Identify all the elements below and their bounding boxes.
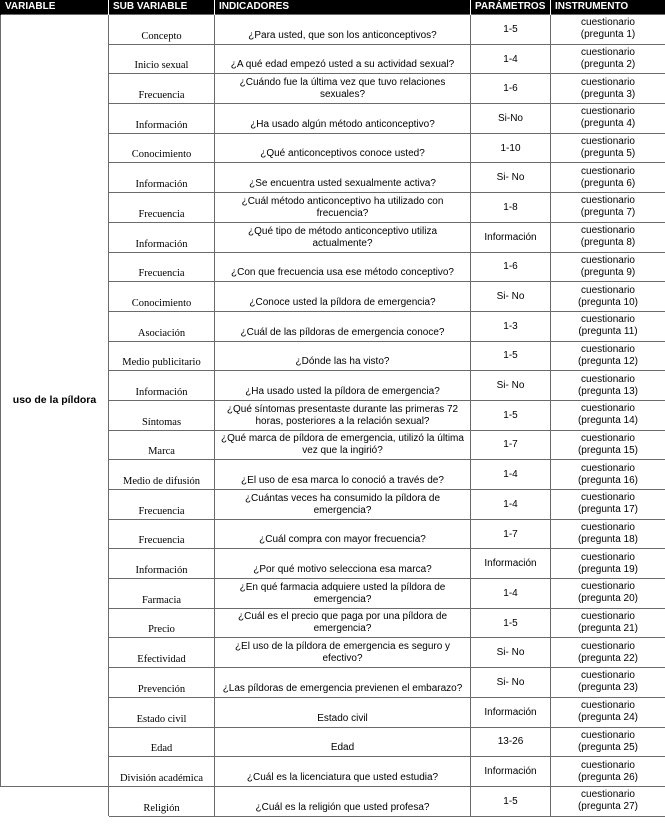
instrumento-cell: [551, 163, 665, 193]
instrumento-label: cuestionario: [581, 670, 635, 682]
instrumento-label: cuestionario: [581, 284, 635, 296]
parametro-cell: 1-5: [471, 341, 551, 371]
instrumento-cell: [551, 608, 665, 638]
sub-variable-cell: Frecuencia: [109, 519, 215, 549]
indicador-cell: Edad: [215, 727, 471, 757]
sub-variable-cell: División académica: [109, 757, 215, 787]
indicador-cell: ¿El uso de la píldora de emergencia es seguro y efectivo?: [215, 638, 471, 668]
indicador-cell: ¿Conoce usted la píldora de emergencia?: [215, 282, 471, 312]
indicador-cell: ¿Qué tipo de método anticonceptivo utiliza actualmente?: [215, 222, 471, 252]
sub-variable-cell: Medio publicitario: [109, 341, 215, 371]
instrumento-question: (pregunta 3): [580, 88, 636, 100]
sub-variable-cell: Conocimiento: [109, 282, 215, 312]
instrumento-cell: [551, 786, 665, 816]
parametro-cell: Información: [471, 697, 551, 727]
instrumento-cell: [551, 430, 665, 460]
instrumento-question: (pregunta 13): [577, 385, 639, 397]
instrumento-question: (pregunta 18): [577, 534, 639, 546]
indicador-cell: ¿Cuál de las píldoras de emergencia conoce?: [215, 311, 471, 341]
instrumento-label: cuestionario: [581, 462, 635, 474]
instrumento-question: (pregunta 17): [577, 504, 639, 516]
instrumento-label: cuestionario: [581, 195, 635, 207]
instrumento-question: (pregunta 11): [578, 326, 638, 338]
indicador-cell: ¿Cuándo fue la última vez que tuvo relaciones sexuales?: [215, 74, 471, 104]
instrumento-question: (pregunta 2): [580, 59, 636, 71]
indicador-cell: ¿Para usted, que son los anticonceptivos?: [215, 15, 471, 45]
instrumento-question: (pregunta 16): [577, 474, 639, 486]
parametro-cell: Si-No: [471, 104, 551, 134]
indicador-cell: ¿Cuál método anticonceptivo ha utilizado con frecuencia?: [215, 193, 471, 223]
sub-variable-cell: Farmacia: [109, 579, 215, 609]
indicador-cell: ¿A qué edad empezó usted a su actividad sexual?: [215, 44, 471, 74]
table-header: [1, 0, 665, 15]
instrumento-label: cuestionario: [581, 17, 635, 29]
indicador-cell: ¿Qué síntomas presentaste durante las primeras 72 horas, posteriores a la relación sexual?: [215, 400, 471, 430]
indicador-cell: ¿Cuál compra con mayor frecuencia?: [215, 519, 471, 549]
indicador-cell: ¿Se encuentra usted sexualmente activa?: [215, 163, 471, 193]
instrumento-cell: [551, 549, 665, 579]
indicador-cell: Estado civil: [215, 697, 471, 727]
instrumento-label: cuestionario: [581, 403, 635, 415]
parametro-cell: 1-7: [471, 519, 551, 549]
instrumento-question: (pregunta 5): [580, 148, 636, 160]
instrumento-label: cuestionario: [581, 522, 635, 534]
instrumento-cell: [551, 341, 665, 371]
instrumento-cell: [551, 193, 665, 223]
sub-variable-cell: Frecuencia: [109, 252, 215, 282]
table-row: [1, 786, 665, 816]
parametro-cell: 1-4: [471, 44, 551, 74]
instrumento-question: (pregunta 15): [577, 444, 639, 456]
instrumento-cell: [551, 371, 665, 401]
indicador-cell: ¿Cuál es la religión que usted profesa?: [215, 786, 471, 816]
instrumento-label: cuestionario: [581, 106, 635, 118]
parametro-cell: 1-5: [471, 15, 551, 45]
sub-variable-cell: Síntomas: [109, 400, 215, 430]
instrumento-cell: [551, 222, 665, 252]
instrumento-cell: [551, 400, 665, 430]
parametro-cell: Si- No: [471, 282, 551, 312]
sub-variable-cell: Información: [109, 371, 215, 401]
instrumento-label: cuestionario: [581, 225, 635, 237]
instrumento-label: cuestionario: [581, 611, 635, 623]
header-indicadores: INDICADORES: [215, 0, 471, 15]
parametro-cell: Información: [471, 549, 551, 579]
parametro-cell: Si- No: [471, 668, 551, 698]
header-sub-variable: SUB VARIABLE: [109, 0, 215, 15]
instrumento-question: (pregunta 4): [580, 118, 636, 130]
sub-variable-cell: Información: [109, 163, 215, 193]
instrumento-label: cuestionario: [581, 432, 635, 444]
instrumento-question: (pregunta 10): [577, 296, 639, 308]
indicador-cell: ¿Cuántas veces ha consumido la píldora de emergencia?: [215, 490, 471, 520]
instrumento-question: (pregunta 12): [577, 355, 639, 367]
instrumento-label: cuestionario: [581, 165, 635, 177]
header-instrumento: INSTRUMENTO: [551, 0, 665, 15]
header-row: [1, 0, 665, 15]
sub-variable-cell: Asociación: [109, 311, 215, 341]
instrumento-cell: [551, 727, 665, 757]
instrumento-label: cuestionario: [581, 551, 635, 563]
indicador-cell: ¿Con que frecuencia usa ese método conceptivo?: [215, 252, 471, 282]
parametro-cell: 1-8: [471, 193, 551, 223]
parametro-cell: 13-26: [471, 727, 551, 757]
parametro-cell: 1-5: [471, 400, 551, 430]
parametro-cell: Si- No: [471, 371, 551, 401]
instrumento-question: (pregunta 1): [580, 29, 636, 41]
parametro-cell: 1-6: [471, 252, 551, 282]
table-body: [1, 15, 665, 817]
indicador-cell: ¿Las píldoras de emergencia previenen el embarazo?: [215, 668, 471, 698]
parametro-cell: Información: [471, 222, 551, 252]
header-variable: VARIABLE: [1, 0, 109, 15]
instrumento-question: (pregunta 26): [577, 771, 639, 783]
instrumento-question: (pregunta 25): [577, 741, 639, 753]
instrumento-cell: [551, 252, 665, 282]
instrumento-cell: [551, 282, 665, 312]
instrumento-label: cuestionario: [581, 581, 635, 593]
instrumento-label: cuestionario: [581, 343, 635, 355]
instrumento-label: cuestionario: [581, 136, 635, 148]
instrumento-label: cuestionario: [581, 789, 635, 801]
sub-variable-cell: Marca: [109, 430, 215, 460]
sub-variable-cell: Información: [109, 222, 215, 252]
instrumento-cell: [551, 697, 665, 727]
parametro-cell: 1-5: [471, 786, 551, 816]
instrumento-question: (pregunta 8): [580, 237, 636, 249]
sub-variable-cell: Inicio sexual: [109, 44, 215, 74]
instrumento-question: (pregunta 20): [577, 593, 639, 605]
sub-variable-cell: Frecuencia: [109, 74, 215, 104]
instrumento-question: (pregunta 27): [577, 801, 639, 813]
sub-variable-cell: Concepto: [109, 15, 215, 45]
instrumento-cell: [551, 44, 665, 74]
instrumento-cell: [551, 668, 665, 698]
instrumento-question: (pregunta 6): [580, 177, 636, 189]
parametro-cell: Información: [471, 757, 551, 787]
parametro-cell: 1-3: [471, 311, 551, 341]
instrumento-question: (pregunta 19): [577, 563, 639, 575]
sub-variable-cell: Frecuencia: [109, 193, 215, 223]
instrumento-cell: [551, 490, 665, 520]
instrumento-label: cuestionario: [581, 759, 635, 771]
instrumento-question: (pregunta 24): [577, 712, 639, 724]
parametro-cell: 1-4: [471, 460, 551, 490]
indicador-cell: ¿Qué marca de píldora de emergencia, utilizó la última vez que la ingirió?: [215, 430, 471, 460]
parametro-cell: 1-4: [471, 490, 551, 520]
instrumento-question: (pregunta 21): [577, 623, 639, 635]
instrumento-question: (pregunta 7): [580, 207, 636, 219]
instrumento-cell: [551, 638, 665, 668]
instrumento-label: cuestionario: [581, 314, 635, 326]
instrumento-cell: [551, 74, 665, 104]
instrumento-label: cuestionario: [581, 492, 635, 504]
instrumento-label: cuestionario: [581, 76, 635, 88]
instrumento-cell: [551, 519, 665, 549]
instrumento-question: (pregunta 9): [580, 266, 636, 278]
parametro-cell: Si- No: [471, 163, 551, 193]
sub-variable-cell: Conocimiento: [109, 133, 215, 163]
indicador-cell: ¿Cuál es el precio que paga por una píldora de emergencia?: [215, 608, 471, 638]
parametro-cell: 1-10: [471, 133, 551, 163]
header-parametros: PARÁMETROS: [471, 0, 551, 15]
sub-variable-cell: Información: [109, 549, 215, 579]
instrumento-label: cuestionario: [581, 373, 635, 385]
parametro-cell: 1-6: [471, 74, 551, 104]
sub-variable-cell: Efectividad: [109, 638, 215, 668]
instrumento-cell: [551, 460, 665, 490]
instrumento-label: cuestionario: [581, 254, 635, 266]
sub-variable-cell: Precio: [109, 608, 215, 638]
parametro-cell: 1-4: [471, 579, 551, 609]
sub-variable-cell: Información: [109, 104, 215, 134]
indicador-cell: ¿Dónde las ha visto?: [215, 341, 471, 371]
instrumento-cell: [551, 579, 665, 609]
instrumento-label: cuestionario: [581, 729, 635, 741]
indicador-cell: ¿El uso de esa marca lo conoció a través de?: [215, 460, 471, 490]
indicador-cell: ¿Cuál es la licenciatura que usted estudia?: [215, 757, 471, 787]
sub-variable-cell: Edad: [109, 727, 215, 757]
instrumento-cell: [551, 133, 665, 163]
instrumento-label: cuestionario: [581, 640, 635, 652]
sub-variable-cell: Frecuencia: [109, 490, 215, 520]
parametro-cell: Si- No: [471, 638, 551, 668]
instrumento-cell: [551, 104, 665, 134]
instrumento-question: (pregunta 23): [577, 682, 639, 694]
indicador-cell: ¿En qué farmacia adquiere usted la píldora de emergencia?: [215, 579, 471, 609]
sub-variable-cell: Prevención: [109, 668, 215, 698]
indicador-cell: ¿Ha usado algún método anticonceptivo?: [215, 104, 471, 134]
sub-variable-cell: Medio de difusión: [109, 460, 215, 490]
instrumento-question: (pregunta 14): [577, 415, 639, 427]
parametro-cell: 1-5: [471, 608, 551, 638]
table-row: [1, 15, 665, 45]
instrumento-cell: [551, 757, 665, 787]
instrumento-question: (pregunta 22): [577, 652, 639, 664]
sub-variable-cell: Estado civil: [109, 697, 215, 727]
instrumento-cell: [551, 311, 665, 341]
indicador-cell: ¿Qué anticonceptivos conoce usted?: [215, 133, 471, 163]
variable-cell: uso de la píldora: [1, 15, 109, 787]
indicador-cell: ¿Por qué motivo selecciona esa marca?: [215, 549, 471, 579]
instrumento-label: cuestionario: [581, 47, 635, 59]
variable-cell-empty: [1, 786, 109, 816]
instrumento-label: cuestionario: [581, 700, 635, 712]
indicador-cell: ¿Ha usado usted la píldora de emergencia?: [215, 371, 471, 401]
sub-variable-cell: Religión: [109, 786, 215, 816]
instrumento-cell: [551, 15, 665, 45]
parametro-cell: 1-7: [471, 430, 551, 460]
